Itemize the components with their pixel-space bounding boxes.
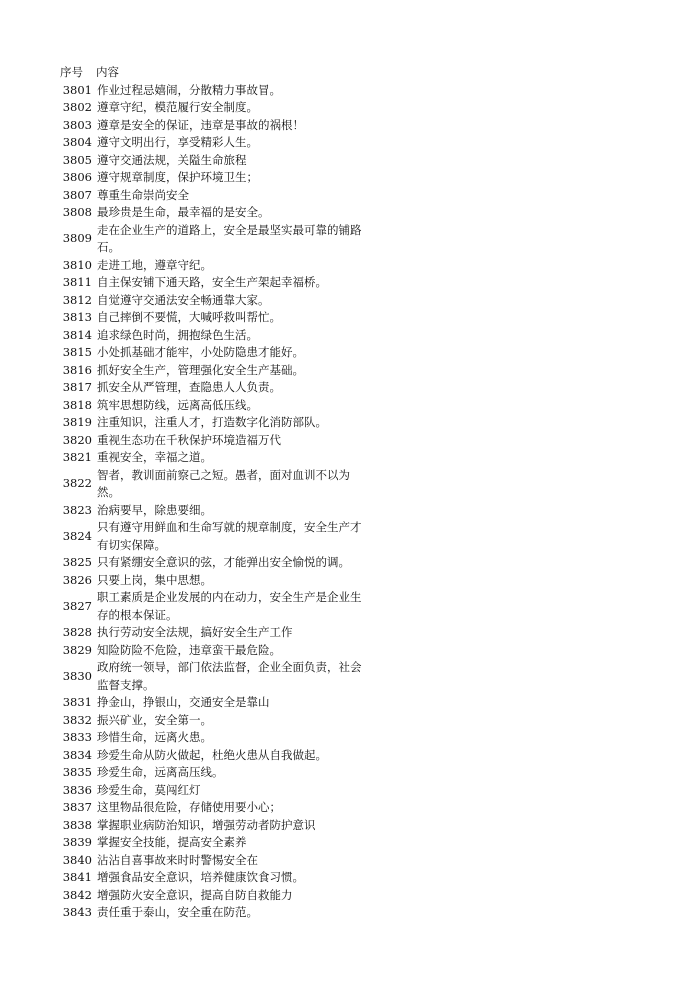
row-content: 尊重生命崇尚安全 xyxy=(97,187,189,202)
row-content: 责任重于泰山，安全重在防范。 xyxy=(97,905,258,919)
table-row xyxy=(60,572,370,590)
table-row xyxy=(60,782,370,800)
row-content: 只要上岗，集中思想。 xyxy=(97,572,212,587)
table-row xyxy=(60,712,370,730)
row-content: 抓好安全生产，管理强化安全生产基础。 xyxy=(97,362,304,377)
row-number: 3822 xyxy=(62,476,92,491)
row-number: 3810 xyxy=(62,257,92,272)
row-content: 作业过程忌嬉闹，分散精力事故冒。 xyxy=(97,82,281,97)
row-content: 注重知识，注重人才，打造数字化消防部队。 xyxy=(97,415,327,429)
row-number: 3803 xyxy=(62,117,92,132)
row-number: 3820 xyxy=(62,432,92,447)
row-number: 3835 xyxy=(62,765,92,779)
row-content: 遵守交通法规，关隘生命旅程 xyxy=(97,152,247,167)
row-number: 3815 xyxy=(62,345,92,359)
table-row xyxy=(60,449,370,467)
row-number: 3828 xyxy=(62,625,92,639)
row-content: 自主保安铺下通天路，安全生产架起幸福桥。 xyxy=(97,275,327,289)
table-row xyxy=(60,134,370,152)
row-number: 3842 xyxy=(62,887,92,902)
row-number: 3804 xyxy=(62,135,92,149)
row-content: 治病要早，除患要细。 xyxy=(97,502,212,517)
row-content: 只有遵守用鲜血和生命写就的规章制度，安全生产才有切实保障。 xyxy=(97,520,362,552)
row-content: 掌握职业病防治知识，增强劳动者防护意识 xyxy=(97,817,316,832)
row-content: 小处抓基础才能牢，小处防隐患才能好。 xyxy=(97,345,304,359)
table-row xyxy=(60,817,370,835)
row-number: 3801 xyxy=(62,82,92,97)
table-row xyxy=(60,834,370,852)
row-number: 3830 xyxy=(62,668,92,683)
table-row xyxy=(60,904,370,922)
table-row xyxy=(60,659,370,694)
table-header xyxy=(60,64,370,82)
table-row xyxy=(60,82,370,100)
row-number: 3808 xyxy=(62,205,92,219)
table-row xyxy=(60,274,370,292)
table-row xyxy=(60,362,370,380)
row-number: 3819 xyxy=(62,415,92,429)
row-content: 智者，教训面前察己之短。愚者，面对血训不以为然。 xyxy=(97,467,350,499)
row-number: 3829 xyxy=(62,642,92,657)
table-row xyxy=(60,887,370,905)
row-number: 3827 xyxy=(62,598,92,613)
row-number: 3833 xyxy=(62,730,92,744)
row-number: 3826 xyxy=(62,572,92,587)
row-number: 3813 xyxy=(62,310,92,324)
row-number: 3839 xyxy=(62,835,92,849)
table-row xyxy=(60,204,370,222)
row-content: 职工素质是企业发展的内在动力，安全生产是企业生存的根本保证。 xyxy=(97,590,362,622)
table-row xyxy=(60,327,370,345)
row-content: 自己摔倒不要慌，大喊呼救叫帮忙。 xyxy=(97,310,281,324)
row-number: 3823 xyxy=(62,502,92,517)
table-row xyxy=(60,852,370,870)
row-content: 知险防险不危险，违章蛮干最危险。 xyxy=(97,642,281,657)
table-row xyxy=(60,764,370,782)
row-number: 3806 xyxy=(62,170,92,184)
row-content: 遵章是安全的保证，违章是事故的祸根！ xyxy=(97,117,304,132)
row-content: 珍爱生命，远离高压线。 xyxy=(97,765,224,779)
row-number: 3805 xyxy=(62,152,92,167)
row-number: 3809 xyxy=(62,231,92,246)
table-row xyxy=(60,222,370,257)
row-number: 3811 xyxy=(62,275,92,289)
row-number: 3838 xyxy=(62,817,92,832)
table-row xyxy=(60,169,370,187)
header-content: 内容 xyxy=(96,65,119,79)
table-row xyxy=(60,414,370,432)
table-row xyxy=(60,642,370,660)
table-row xyxy=(60,117,370,135)
row-content: 只有紧绷安全意识的弦，才能弹出安全愉悦的调。 xyxy=(97,555,350,569)
row-content: 重视安全，幸福之道。 xyxy=(97,450,212,464)
row-content: 执行劳动安全法规，搞好安全生产工作 xyxy=(97,625,293,639)
row-number: 3834 xyxy=(62,747,92,762)
row-content: 政府统一领导，部门依法监督，企业全面负责，社会监督支撑。 xyxy=(97,660,362,692)
table-row xyxy=(60,869,370,887)
table-row xyxy=(60,432,370,450)
row-content: 遵守规章制度，保护环境卫生； xyxy=(97,170,258,184)
table-body xyxy=(60,82,370,922)
table-row xyxy=(60,624,370,642)
table-row xyxy=(60,502,370,520)
row-number: 3831 xyxy=(62,695,92,709)
table-row xyxy=(60,187,370,205)
table-row xyxy=(60,799,370,817)
row-number: 3821 xyxy=(62,450,92,464)
table-row xyxy=(60,729,370,747)
row-content: 走进工地，遵章守纪。 xyxy=(97,257,212,272)
row-number: 3843 xyxy=(62,905,92,919)
table-row xyxy=(60,467,370,502)
row-number: 3818 xyxy=(62,397,92,412)
row-content: 沾沾自喜事故来时时警惕安全在 xyxy=(97,852,258,867)
row-content: 重视生态功在千秋保护环境造福万代 xyxy=(97,432,281,447)
row-number: 3816 xyxy=(62,362,92,377)
table-row xyxy=(60,292,370,310)
row-number: 3836 xyxy=(62,782,92,797)
row-content: 遵章守纪，模范履行安全制度。 xyxy=(97,100,258,114)
table-row xyxy=(60,554,370,572)
row-number: 3807 xyxy=(62,187,92,202)
row-content: 最珍贵是生命，最幸福的是安全。 xyxy=(97,205,270,219)
row-content: 掌握安全技能，提高安全素养 xyxy=(97,835,247,849)
header-number: 序号 xyxy=(60,65,83,79)
table-row xyxy=(60,519,370,554)
row-content: 追求绿色时尚，拥抱绿色生活。 xyxy=(97,327,258,342)
row-number: 3825 xyxy=(62,555,92,569)
row-content: 筑牢思想防线，远离高低压线。 xyxy=(97,397,258,412)
row-number: 3802 xyxy=(62,100,92,114)
row-content: 抓安全从严管理，查隐患人人负责。 xyxy=(97,380,281,394)
row-content: 自觉遵守交通法安全畅通靠大家。 xyxy=(97,292,270,307)
row-content: 这里物品很危险，存储使用要小心； xyxy=(97,800,281,814)
row-content: 振兴矿业，安全第一。 xyxy=(97,712,212,727)
row-number: 3841 xyxy=(62,870,92,884)
slogan-table xyxy=(60,64,370,922)
row-content: 遵守文明出行，享受精彩人生。 xyxy=(97,135,258,149)
table-row xyxy=(60,589,370,624)
table-row xyxy=(60,152,370,170)
row-number: 3817 xyxy=(62,380,92,394)
table-row xyxy=(60,397,370,415)
row-content: 珍爱生命从防火做起，杜绝火患从自我做起。 xyxy=(97,747,327,762)
row-number: 3837 xyxy=(62,800,92,814)
table-row xyxy=(60,99,370,117)
row-number: 3812 xyxy=(62,292,92,307)
row-content: 走在企业生产的道路上，安全是最坚实最可靠的铺路石。 xyxy=(97,222,362,254)
table-row xyxy=(60,344,370,362)
table-row xyxy=(60,747,370,765)
row-content: 增强食品安全意识，培养健康饮食习惯。 xyxy=(97,870,304,884)
row-number: 3840 xyxy=(62,852,92,867)
table-row xyxy=(60,257,370,275)
row-content: 增强防火安全意识，提高自防自救能力 xyxy=(97,887,293,902)
row-number: 3824 xyxy=(62,528,92,543)
table-row xyxy=(60,694,370,712)
row-content: 挣金山，挣银山，交通安全是靠山 xyxy=(97,695,270,709)
row-content: 珍惜生命，远离火患。 xyxy=(97,730,212,744)
row-number: 3814 xyxy=(62,327,92,342)
row-content: 珍爱生命，莫闯红灯 xyxy=(97,782,201,797)
row-number: 3832 xyxy=(62,712,92,727)
table-row xyxy=(60,309,370,327)
table-row xyxy=(60,379,370,397)
